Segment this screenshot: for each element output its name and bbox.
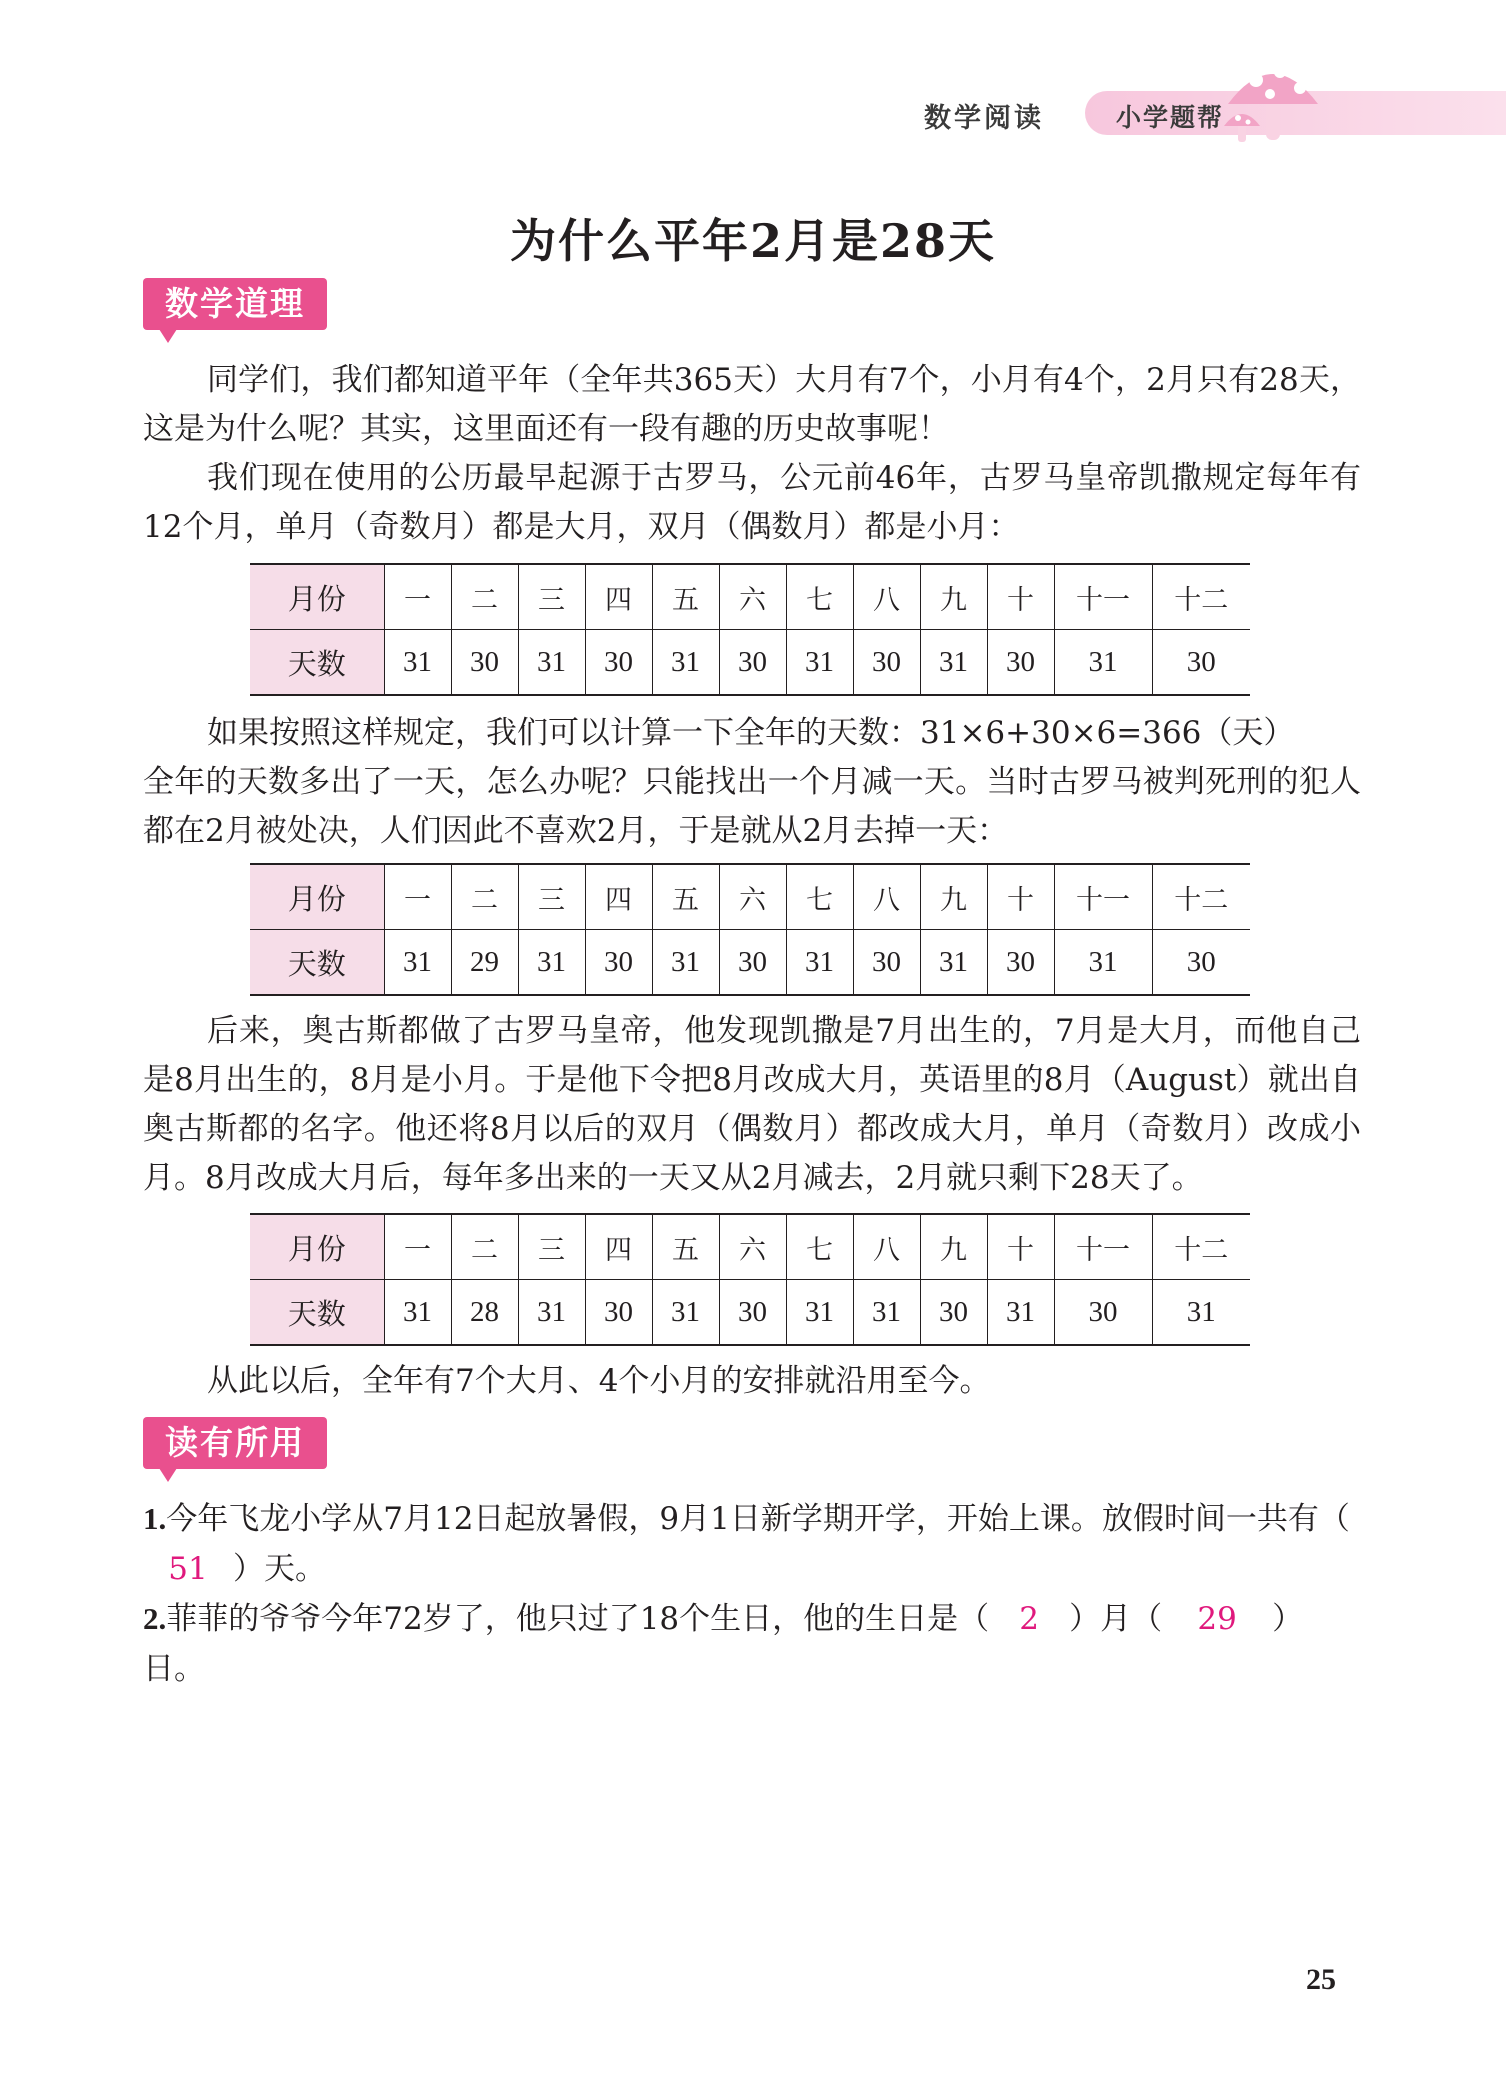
days-cell: 31 (1054, 630, 1152, 696)
days-cell: 30 (1054, 1280, 1152, 1346)
month-cell: 十 (987, 864, 1054, 930)
paragraph-february-cut: 全年的天数多出了一天，怎么办呢？只能找出一个月减一天。当时古罗马被判死刑的犯人都在2月被处决，人们因此不喜欢2月，于是就从2月去掉一天： (143, 764, 1361, 849)
days-cell: 30 (719, 630, 786, 696)
month-cell: 五 (652, 864, 719, 930)
days-cell: 30 (920, 1280, 987, 1346)
days-cell: 31 (518, 1280, 585, 1346)
days-cell: 31 (384, 1280, 451, 1346)
days-cell: 31 (518, 930, 585, 996)
month-cell: 十 (987, 564, 1054, 630)
question-text: ）月（ (1069, 1601, 1163, 1637)
month-cell: 四 (585, 1214, 652, 1280)
question-number: 1. (143, 1501, 167, 1536)
row-label-days: 天数 (250, 630, 384, 696)
month-cell: 九 (920, 1214, 987, 1280)
month-cell: 三 (518, 564, 585, 630)
header-brand-label: 小学题帮 (1116, 103, 1225, 132)
row-label-month: 月份 (250, 564, 384, 630)
days-cell: 30 (853, 930, 920, 996)
days-cell: 31 (786, 630, 853, 696)
month-cell: 一 (384, 864, 451, 930)
month-cell: 十一 (1054, 1214, 1152, 1280)
days-cell: 31 (920, 630, 987, 696)
row-label-days: 天数 (250, 1280, 384, 1346)
answer-value: 2 (1019, 1601, 1039, 1637)
table-row-months (250, 1214, 1250, 1280)
days-cell: 30 (585, 630, 652, 696)
days-cell: 28 (451, 1280, 518, 1346)
month-cell: 五 (652, 564, 719, 630)
table-row-days (250, 1280, 1250, 1346)
paragraph-caesar: 我们现在使用的公历最早起源于古罗马，公元前46年，古罗马皇帝凯撒规定每年有12个月，单月（奇数月）都是大月，双月（偶数月）都是小月： (143, 460, 1361, 545)
days-cell: 31 (987, 1280, 1054, 1346)
mushroom-icon (1208, 52, 1338, 144)
days-cell: 31 (652, 930, 719, 996)
month-cell: 一 (384, 1214, 451, 1280)
question-1 (143, 1494, 1361, 1594)
paragraph-conclusion: 从此以后，全年有7个大月、4个小月的安排就沿用至今。 (207, 1363, 991, 1399)
days-cell: 30 (987, 630, 1054, 696)
month-cell: 十二 (1152, 564, 1250, 630)
days-cell: 30 (585, 1280, 652, 1346)
row-label-days: 天数 (250, 930, 384, 996)
question-number: 2. (143, 1601, 167, 1636)
days-cell: 31 (652, 630, 719, 696)
page-title: 为什么平年2月是28天 (509, 214, 997, 268)
month-cell: 七 (786, 564, 853, 630)
paragraph-intro: 同学们，我们都知道平年（全年共365天）大月有7个，小月有4个，2月只有28天，这是为什么呢？其实，这里面还有一段有趣的历史故事呢！ (143, 362, 1361, 447)
question-text: 菲菲的爷爷今年72岁了，他只过了18个生日，他的生日是（ (166, 1601, 990, 1637)
days-cell: 31 (1054, 930, 1152, 996)
month-cell: 八 (853, 564, 920, 630)
month-cell: 十二 (1152, 1214, 1250, 1280)
days-cell: 31 (920, 930, 987, 996)
month-cell: 八 (853, 864, 920, 930)
row-label-month: 月份 (250, 1214, 384, 1280)
month-cell: 八 (853, 1214, 920, 1280)
days-cell: 30 (853, 630, 920, 696)
month-table-adjusted (250, 863, 1250, 996)
days-cell: 29 (451, 930, 518, 996)
month-cell: 十一 (1054, 864, 1152, 930)
month-cell: 四 (585, 864, 652, 930)
month-cell: 二 (451, 1214, 518, 1280)
answer-value: 51 (168, 1551, 208, 1587)
days-cell: 31 (518, 630, 585, 696)
month-cell: 十一 (1054, 564, 1152, 630)
table-row-months (250, 864, 1250, 930)
days-cell: 30 (585, 930, 652, 996)
month-cell: 五 (652, 1214, 719, 1280)
question-text: ）天。 (233, 1551, 326, 1587)
month-cell: 二 (451, 864, 518, 930)
table-row-days (250, 630, 1250, 696)
page-number: 25 (1306, 1963, 1336, 1996)
paragraph-formula: 如果按照这样规定，我们可以计算一下全年的天数：31×6+30×6=366（天） (207, 715, 1295, 751)
month-cell: 七 (786, 1214, 853, 1280)
days-cell: 31 (652, 1280, 719, 1346)
month-cell: 三 (518, 864, 585, 930)
section-label-reasoning: 数学道理 (143, 278, 327, 330)
month-cell: 六 (719, 564, 786, 630)
month-table-current (250, 1213, 1250, 1346)
answer-value: 29 (1197, 1601, 1237, 1637)
question-2 (143, 1594, 1361, 1694)
month-cell: 九 (920, 564, 987, 630)
month-cell: 十二 (1152, 864, 1250, 930)
table-row-days (250, 930, 1250, 996)
month-cell: 二 (451, 564, 518, 630)
days-cell: 31 (1152, 1280, 1250, 1346)
month-cell: 一 (384, 564, 451, 630)
days-cell: 30 (1152, 630, 1250, 696)
table-row-months (250, 564, 1250, 630)
month-cell: 六 (719, 1214, 786, 1280)
month-cell: 十 (987, 1214, 1054, 1280)
paragraph-augustus: 后来，奥古斯都做了古罗马皇帝，他发现凯撒是7月出生的，7月是大月，而他自己是8月出生的，8月是小月。于是他下令把8月改成大月，英语里的8月（August）就出自奥古斯都的名字。他还将8月以后的双月（偶数月）都改成大月，单月（奇数月）改成小月。8月改成大月后，每年多出来的一天又从2月减去，2月就只剩下28天了。 (143, 1013, 1361, 1196)
days-cell: 30 (1152, 930, 1250, 996)
days-cell: 31 (384, 930, 451, 996)
days-cell: 30 (719, 930, 786, 996)
days-cell: 31 (786, 930, 853, 996)
days-cell: 31 (786, 1280, 853, 1346)
month-cell: 六 (719, 864, 786, 930)
month-table-caesar (250, 563, 1250, 696)
row-label-month: 月份 (250, 864, 384, 930)
month-cell: 三 (518, 1214, 585, 1280)
days-cell: 31 (384, 630, 451, 696)
days-cell: 30 (987, 930, 1054, 996)
month-cell: 九 (920, 864, 987, 930)
days-cell: 31 (853, 1280, 920, 1346)
section-label-application: 读有所用 (143, 1417, 327, 1469)
header-section-label: 数学阅读 (924, 103, 1044, 134)
month-cell: 七 (786, 864, 853, 930)
days-cell: 30 (719, 1280, 786, 1346)
question-text: 今年飞龙小学从7月12日起放暑假，9月1日新学期开学，开始上课。放假时间一共有（ (166, 1501, 1350, 1537)
month-cell: 四 (585, 564, 652, 630)
question-text: ）日。 (143, 1601, 1304, 1687)
days-cell: 30 (451, 630, 518, 696)
